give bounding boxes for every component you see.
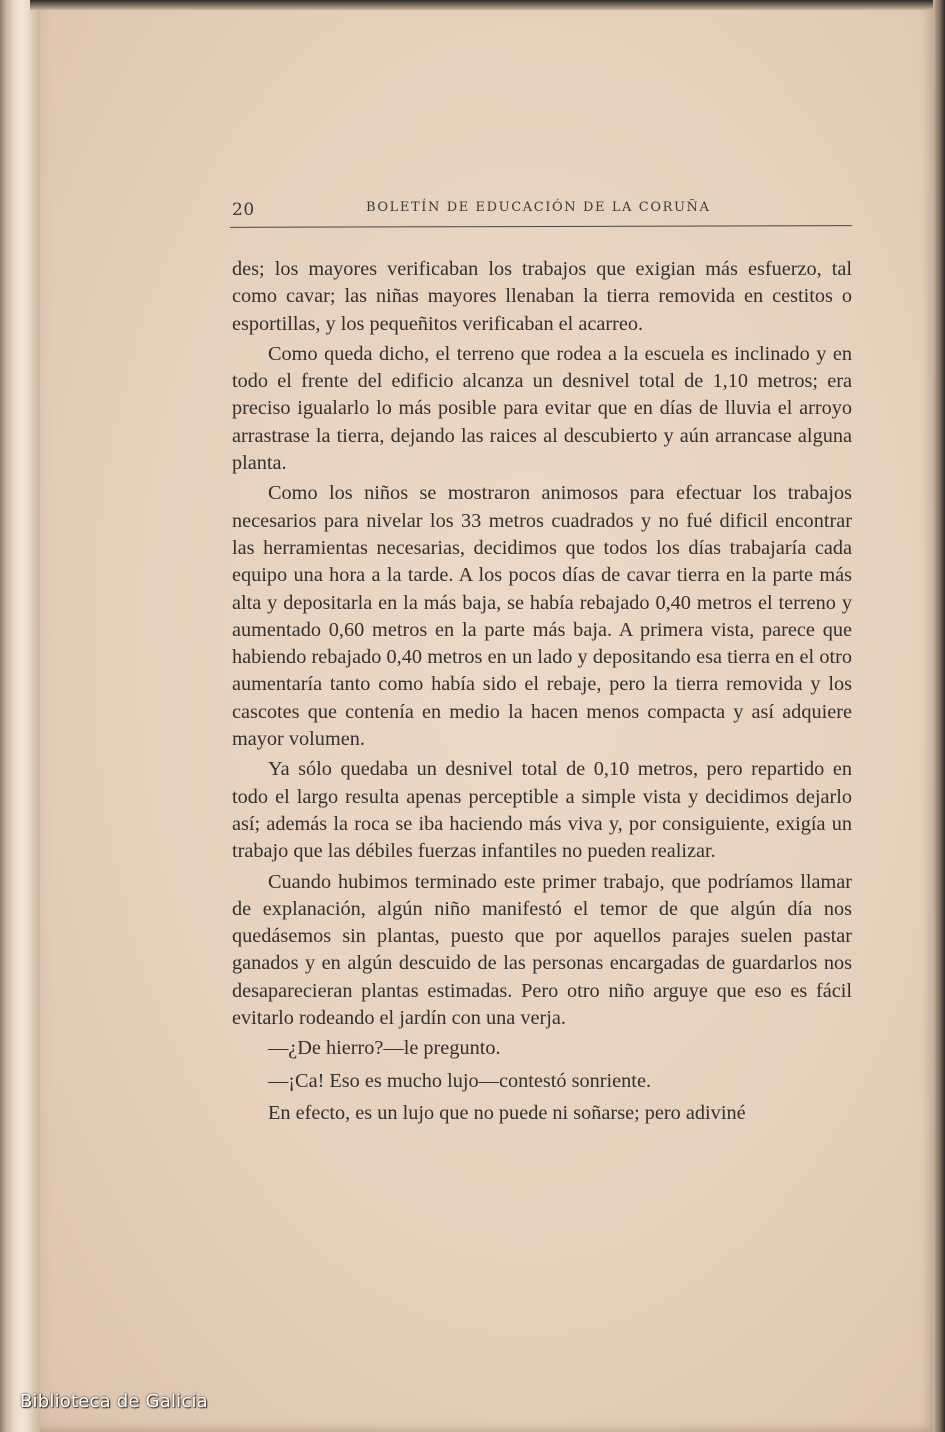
book-page-edges — [0, 0, 40, 1432]
paragraph-2: Como queda dicho, el terreno que rodea a la escuela es inclinado y en todo el frente del edificio alcanza un desnivel total de 1,10 metros; era preciso igualarlo lo más posible para evitar que en días de lluvia el arroyo arrastrase la tierra, dejando las raices al descubierto y aún arrancase alguna planta. — [232, 342, 852, 475]
dialog-line-1: —¿De hierro?—le pregunto. — [268, 1037, 501, 1060]
dialog-line-2: —¡Ca! Eso es mucho lujo—contestó sonriente. — [268, 1069, 652, 1092]
top-shadow — [30, 0, 935, 10]
paragraph-3: Como los niños se mostraron animosos para efectuar los trabajos necesarios para nivelar los 33 metros cuadrados y no fué dificil encontrar las herramientas necesarias, decidimos que todos los días trabajaría cada equipo una hora a la tarde. A los pocos días de cavar tierra en la parte más alta y depositarla en la más baja, se había rebajado 0,40 metros el terreno y aumentado 0,60 metros en la parte más baja. A primera vista, parece que habiendo rebajado 0,40 metros en un lado y depositando esa tierra en el otro aumentaría tanto como había sido el rebaje, pero la tierra removida y los cascotes que contenía en medio la hacen menos compacta y así adquiere mayor volumen. — [232, 482, 852, 751]
paragraph-5: Cuando hubimos terminado este primer trabajo, que podríamos llamar de explanación, algún niño manifestó el temor de que algún día nos quedásemos sin plantas, puesto que por aquellos parajes suelen pastar ganados y en algún descuido de las personas encargadas de guardarlos nos desaparecieran plantas estimadas. Pero otro niño arguye que eso es fácil evitarlo rodeando el jardín con una verja. — [232, 870, 852, 1030]
right-page-edge — [933, 0, 945, 1432]
journal-title: BOLETÍN DE EDUCACIÓN DE LA CORUÑA — [366, 200, 711, 215]
page-number: 20 — [232, 200, 255, 220]
paragraph-final: En efecto, es un lujo que no puede ni soñarse; pero adiviné — [268, 1101, 746, 1124]
paragraph-1: des; los mayores verificaban los trabajos que exigian más esfuerzo, tal como cavar; las niñas mayores llenaban la tierra removida en cestitos o esportillas, y los pequeñitos verificaban el acarreo. — [232, 258, 852, 335]
body-text — [232, 256, 852, 1130]
running-head — [232, 196, 852, 224]
paragraph-4: Ya sólo quedaba un desnivel total de 0,10 metros, pero repartido en todo el largo resulta apenas perceptible a simple vista y decidimos dejarlo así; además la roca se iba haciendo más viva y, por consiguiente, exigía un trabajo que las débiles fuerzas infantiles no pueden realizar. — [232, 758, 852, 863]
library-watermark: Biblioteca de Galicia — [20, 1391, 208, 1412]
